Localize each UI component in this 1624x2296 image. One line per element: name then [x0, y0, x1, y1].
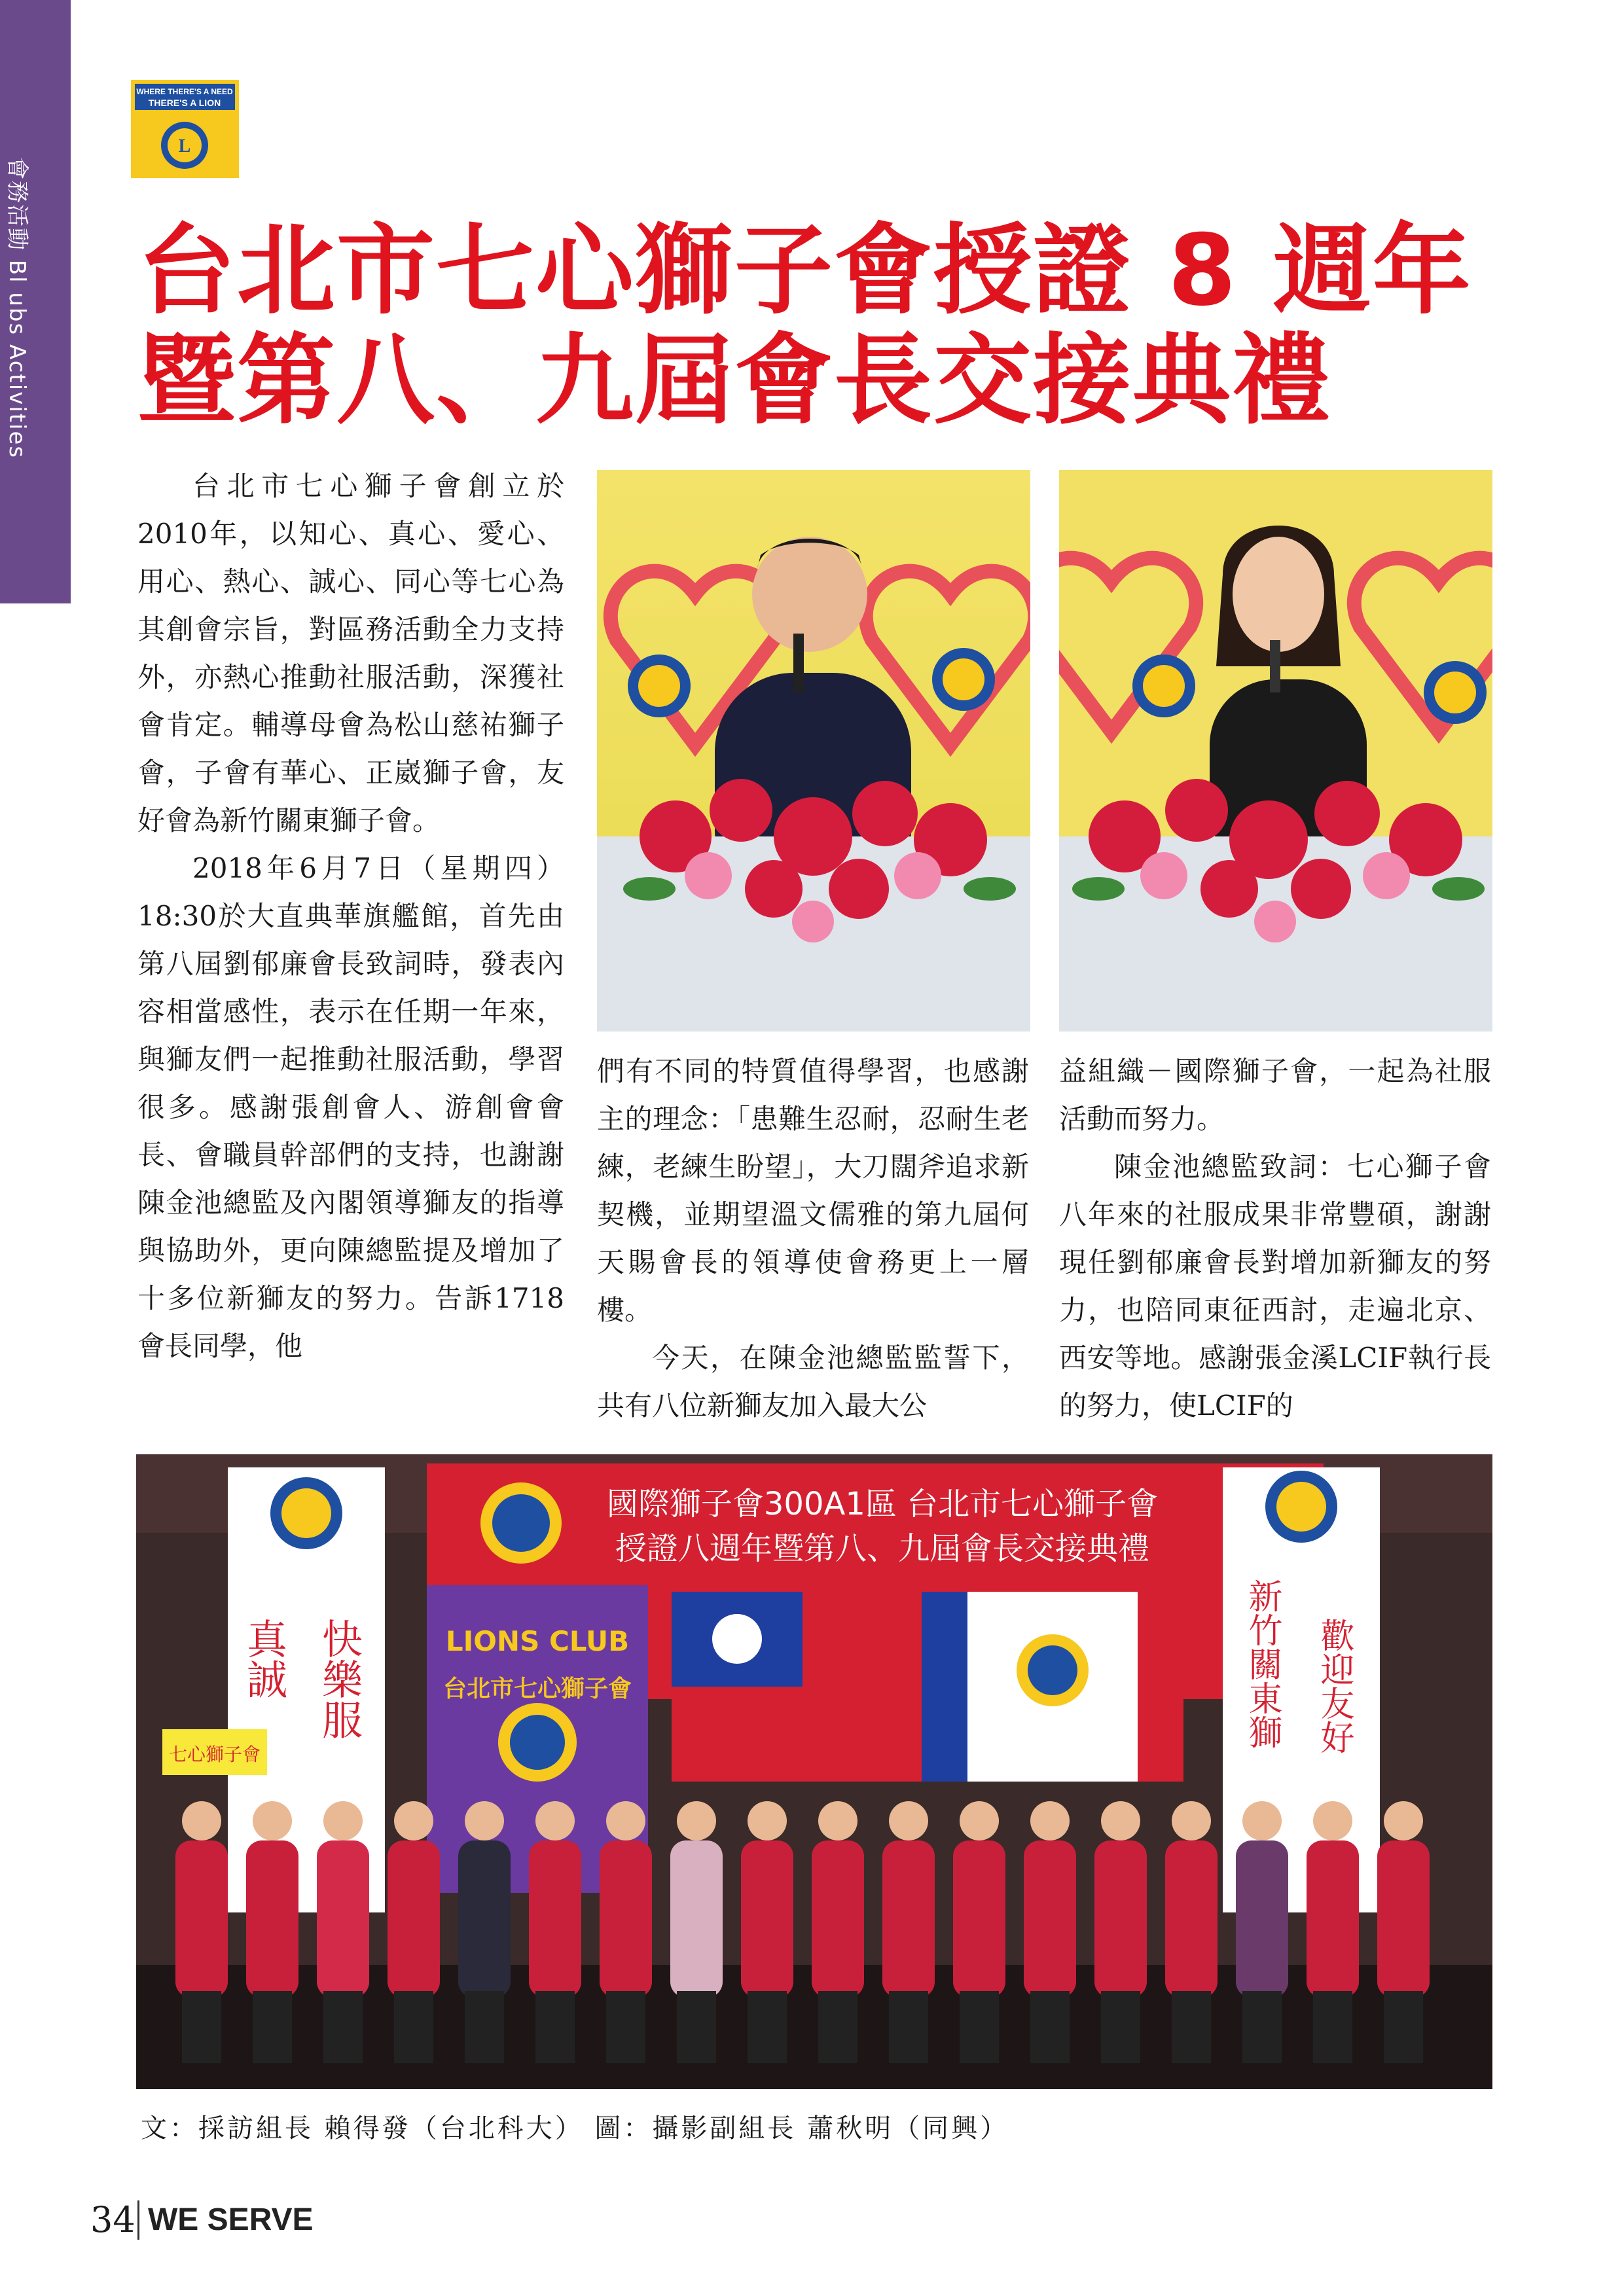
person-head [323, 1801, 363, 1840]
person-figure [1307, 1840, 1359, 1998]
title-line-2: 暨第八、九屆會長交接典禮 [137, 324, 1332, 438]
person-head [1030, 1801, 1070, 1840]
person-head [1101, 1801, 1140, 1840]
paragraph: 今天，在陳金池總監監誓下，共有八位新獅友加入最大公 [597, 1342, 1029, 1422]
banner-line-1: 國際獅子會300A1區 台北市七心獅子會 [606, 1486, 1159, 1522]
logo-text-2: THERE'S A LION [148, 98, 221, 108]
person-head [1313, 1801, 1352, 1840]
person-head [748, 1801, 787, 1840]
text-column-middle [597, 1047, 1029, 1429]
held-sign: 七心獅子會 [168, 1744, 261, 1765]
person-head [394, 1801, 433, 1840]
person-legs [748, 1991, 787, 2063]
left-banner-col1: 真誠 [240, 1618, 288, 1699]
photo-speaker-female [1059, 470, 1492, 1031]
person-figure [953, 1840, 1005, 1998]
person-head [960, 1801, 999, 1840]
person-legs [323, 1991, 363, 2063]
person-figure [246, 1840, 298, 1998]
person-legs [1172, 1991, 1211, 2063]
person-legs [253, 1991, 292, 2063]
photo-credit-caption: 文：採訪組長 賴得發（台北科大） 圖：攝影副組長 蕭秋明（同興） [141, 2113, 1009, 2144]
person-legs [1030, 1991, 1070, 2063]
person-legs [1384, 1991, 1423, 2063]
person-legs [818, 1991, 857, 2063]
paragraph: 2018年6月7日（星期四）18:30於大直典華旗艦館，首先由第八屆劉郁廉會長致詞時，發表內容相當感性，表示在任期一年來，與獅友們一起推動社服活動，學習很多。感謝張創會人、游創會會長、會職員幹部們的支持，也謝謝陳金池總監及內閣領導獅友的指導與協助外，更向陳總監提及增加了十多位新獅友的努力。告訴1718會長同學，他 [137, 852, 564, 1362]
person-figure [317, 1840, 369, 1998]
magazine-name: WE SERVE [148, 2202, 314, 2237]
footer-divider [137, 2200, 139, 2240]
person-figure [741, 1840, 793, 1998]
logo-text-1: WHERE THERE'S A NEED [136, 87, 233, 96]
person-head [1172, 1801, 1211, 1840]
svg-text:L: L [178, 136, 191, 156]
person-figure [1165, 1840, 1218, 1998]
person-legs [182, 1991, 221, 2063]
person-legs [465, 1991, 504, 2063]
text-column-right [1059, 1047, 1491, 1429]
paragraph: 台北市七心獅子會創立於2010年，以知心、真心、愛心、用心、熱心、誠心、同心等七心為其創會宗旨，對區務活動全力支持外，亦熱心推動社服活動，深獲社會肯定。輔導母會為松山慈祐獅子會，子會有華心、正崴獅子會，友好會為新竹關東獅子會。 [137, 470, 564, 836]
paragraph: 們有不同的特質值得學習，也感謝主的理念：「患難生忍耐，忍耐生老練，老練生盼望」，大刀闊斧追求新契機，並期望溫文儒雅的第九屆何天賜會長的領導使會務更上一層樓。 [597, 1055, 1029, 1326]
person-figure [882, 1840, 935, 1998]
page-number: 34 [90, 2199, 135, 2240]
person-legs [1242, 1991, 1282, 2063]
person-legs [960, 1991, 999, 2063]
purple-banner-title: LIONS CLUB [445, 1625, 630, 1657]
paragraph: 益組織－國際獅子會，一起為社服活動而努力。 [1059, 1055, 1491, 1135]
person-legs [606, 1991, 645, 2063]
photo-group-ceremony [136, 1454, 1492, 2089]
section-label: 會務活動 Bl ubs Activities [4, 157, 30, 459]
person-figure [1377, 1840, 1430, 1998]
left-banner-col2: 快樂服 [315, 1618, 363, 1740]
purple-banner-sub: 台北市七心獅子會 [442, 1676, 632, 1702]
person-legs [1313, 1991, 1352, 2063]
title-line-1: 台北市七心獅子會授證 8 週年 [137, 214, 1472, 328]
article-title [137, 216, 1472, 436]
person-head [535, 1801, 575, 1840]
photo-speaker-male [597, 470, 1030, 1031]
person-figure [812, 1840, 864, 1998]
person-head [465, 1801, 504, 1840]
person-legs [535, 1991, 575, 2063]
paragraph: 陳金池總監致詞：七心獅子會八年來的社服成果非常豐碩，謝謝現任劉郁廉會長對增加新獅友的努力，也陪同東征西討，走遍北京、西安等地。感謝張金溪LCIF執行長的努力，使LCIF的 [1059, 1151, 1491, 1422]
person-legs [1101, 1991, 1140, 2063]
lions-100-logo [131, 80, 239, 178]
person-head [677, 1801, 716, 1840]
person-figure [529, 1840, 581, 1998]
person-figure [1024, 1840, 1076, 1998]
person-figure [670, 1840, 723, 1998]
person-legs [889, 1991, 928, 2063]
person-legs [394, 1991, 433, 2063]
text-column-left [137, 462, 564, 1370]
person-figure [600, 1840, 652, 1998]
right-banner-col2: 歡迎友好 [1314, 1618, 1354, 1754]
right-banner-col1: 新竹關東獅 [1242, 1579, 1282, 1749]
person-figure [388, 1840, 440, 1998]
person-figure [1236, 1840, 1288, 1998]
person-legs [677, 1991, 716, 2063]
person-head [253, 1801, 292, 1840]
person-head [182, 1801, 221, 1840]
person-figure [458, 1840, 511, 1998]
banner-line-2: 授證八週年暨第八、九屆會長交接典禮 [615, 1530, 1150, 1567]
person-head [1384, 1801, 1423, 1840]
person-figure [1094, 1840, 1147, 1998]
person-head [1242, 1801, 1282, 1840]
person-head [818, 1801, 857, 1840]
person-head [889, 1801, 928, 1840]
person-figure [175, 1840, 228, 1998]
person-head [606, 1801, 645, 1840]
